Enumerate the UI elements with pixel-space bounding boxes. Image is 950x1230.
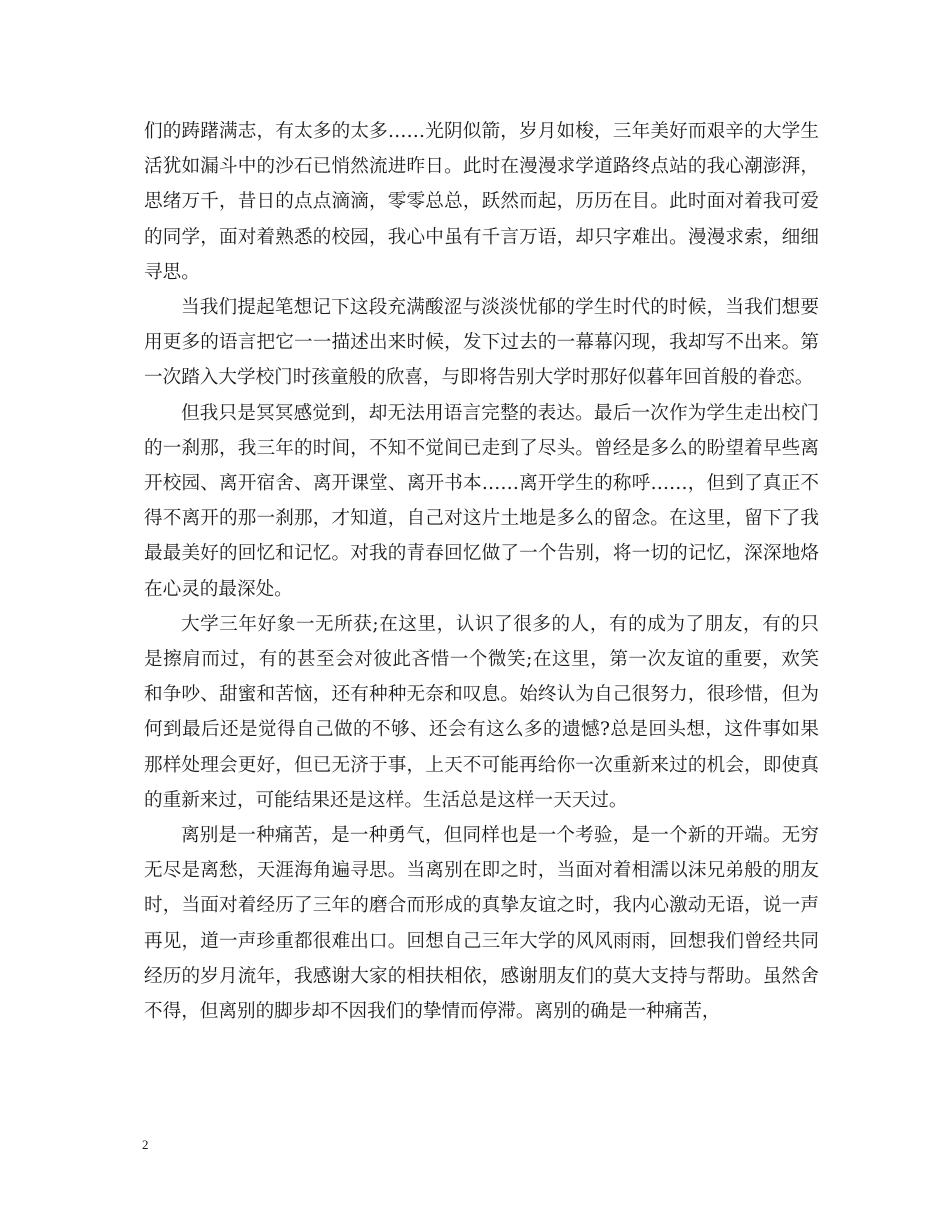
paragraph-3: 但我只是冥冥感觉到，却无法用语言完整的表达。最后一次作为学生走出校门的一刹那，我三年的时间，不知不觉间已走到了尽头。曾经是多么的盼望着早些离开校园、离开宿舍、离开课堂、离开书本……离开学生的称呼……，但到了真正不得不离开的那一刹那，才知道，自己对这片土地是多么的留念。在这里，留下了我最最美好的回忆和记忆。对我的青春回忆做了一个告别，将一切的记忆，深深地烙在心灵的最深处。 — [144, 402, 819, 600]
body-text — [144, 114, 819, 1029]
paragraph-4: 大学三年好象一无所获;在这里，认识了很多的人，有的成为了朋友，有的只是擦肩而过，有的甚至会对彼此吝惜一个微笑;在这里，第一次友谊的重要，欢笑和争吵、甜蜜和苦恼，还有种种无奈和叹息。始终认为自己很努力，很珍惜，但为何到最后还是觉得自己做的不够、还会有这么多的遗憾?总是回头想，这件事如果那样处理会更好，但已无济于事，上天不可能再给你一次重新来过的机会，即使真的重新来过，可能结果还是这样。生活总是这样一天天过。 — [144, 613, 819, 811]
paragraph-2: 当我们提起笔想记下这段充满酸涩与淡淡忧郁的学生时代的时候，当我们想要用更多的语言把它一一描述出来时候，发下过去的一幕幕闪现，我却写不出来。第一次踏入大学校门时孩童般的欣喜，与即将告别大学时那好似暮年回首般的眷恋。 — [144, 297, 819, 389]
paragraph-1: 们的踌躇满志，有太多的太多……光阴似箭，岁月如梭，三年美好而艰辛的大学生活犹如漏斗中的沙石已悄然流进昨日。此时在漫漫求学道路终点站的我心潮澎湃，思绪万千，昔日的点点滴滴，零零总总，跃然而起，历历在目。此时面对着我可爱的同学，面对着熟悉的校园，我心中虽有千言万语，却只字难出。漫漫求索，细细寻思。 — [144, 121, 819, 283]
page-number: 2 — [142, 1137, 149, 1152]
paragraph-5: 离别是一种痛苦，是一种勇气，但同样也是一个考验，是一个新的开端。无穷无尽是离愁，天涯海角遍寻思。当离别在即之时，当面对着相濡以沫兄弟般的朋友时，当面对着经历了三年的磨合而形成的真挚友谊之时，我内心激动无语，说一声再见，道一声珍重都很难出口。回想自己三年大学的风风雨雨，回想我们曾经共同经历的岁月流年，我感谢大家的相扶相依，感谢朋友们的莫大支持与帮助。虽然舍不得，但离别的脚步却不因我们的挚情而停滞。离别的确是一种痛苦， — [144, 825, 819, 1023]
